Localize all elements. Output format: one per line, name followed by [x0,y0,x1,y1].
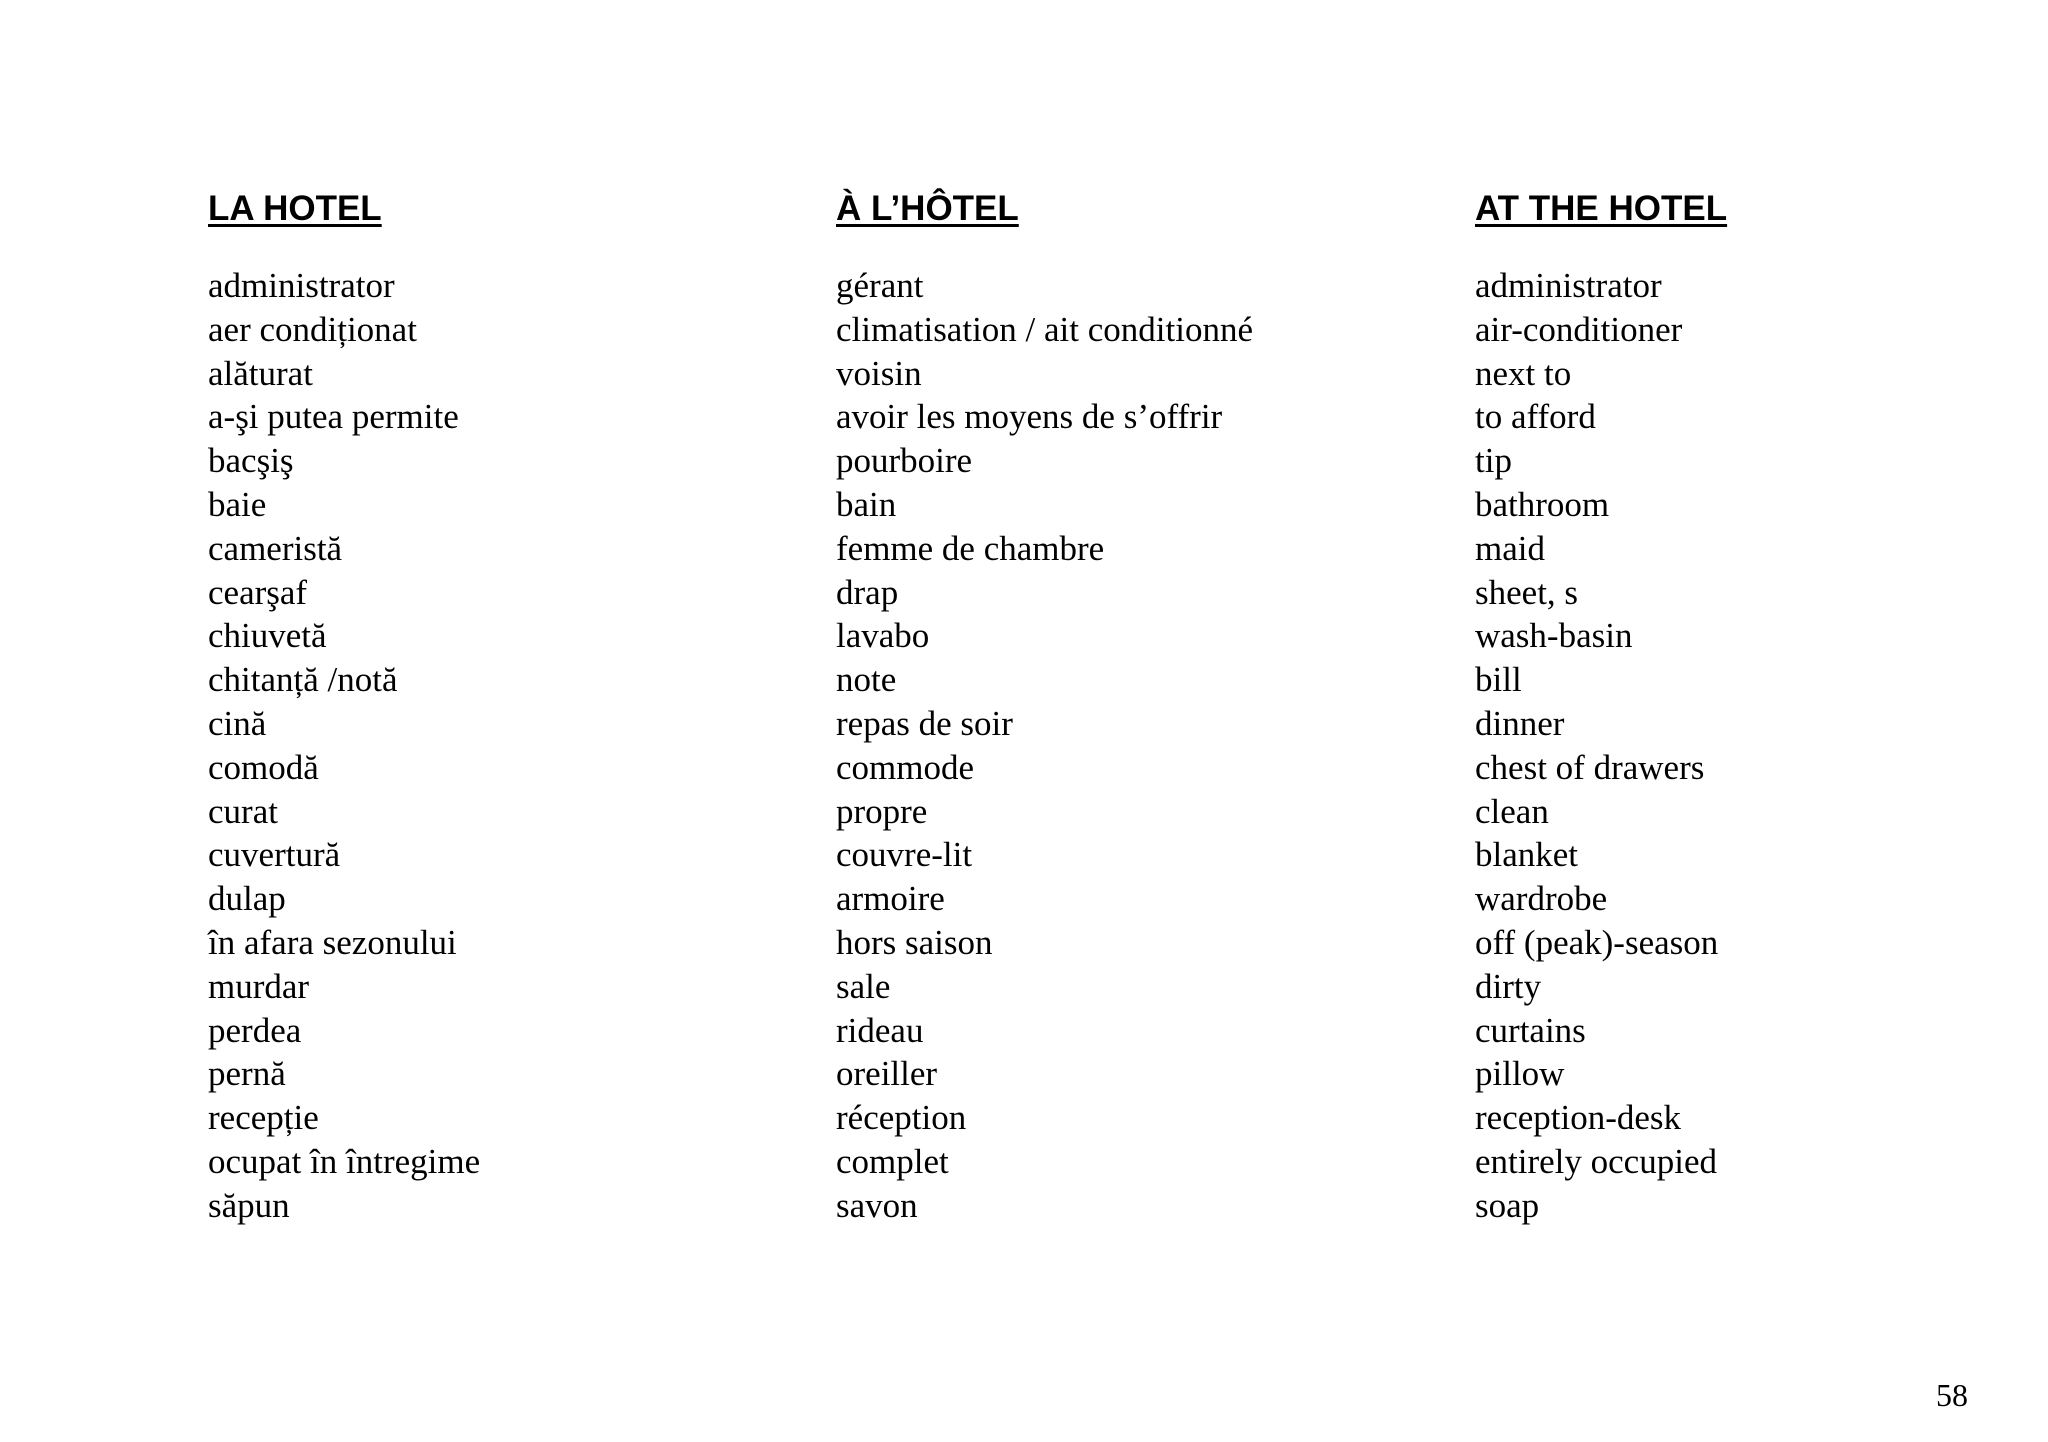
term-item: hors saison [836,922,993,962]
term-item: femme de chambre [836,528,1105,568]
term-item: săpun [208,1185,290,1225]
term-item: clean [1475,791,1549,831]
term-item: cuvertură [208,835,341,875]
term-item: alăturat [208,353,313,393]
term-list-english [1475,264,1995,1228]
term-item: sale [836,966,891,1006]
term-item: comodă [208,747,319,787]
term-item: curat [208,791,278,831]
term-item: pernă [208,1054,286,1094]
term-item: blanket [1475,835,1579,875]
term-item: chest of drawers [1475,747,1705,787]
term-item: savon [836,1185,918,1225]
term-item: réception [836,1098,967,1138]
term-item: pourboire [836,441,973,481]
term-item: sheet, s [1475,572,1579,612]
term-item: lavabo [836,616,930,656]
term-item: soap [1475,1185,1540,1225]
term-item: bill [1475,660,1522,700]
term-item: repas de soir [836,703,1013,743]
term-item: rideau [836,1010,924,1050]
term-item: wardrobe [1475,879,1608,919]
term-item: dinner [1475,703,1565,743]
term-item: în afara sezonului [208,922,457,962]
term-item: dulap [208,879,286,919]
term-item: avoir les moyens de s’offrir [836,397,1223,437]
term-item: propre [836,791,928,831]
term-list-romanian [208,264,808,1228]
term-item: gérant [836,266,924,305]
term-item: wash-basin [1475,616,1633,656]
term-item: recepție [208,1098,319,1138]
term-item: voisin [836,353,922,393]
term-item: aer condiționat [208,309,417,349]
term-item: administrator [1475,266,1662,305]
term-item: bacşiş [208,441,294,481]
term-item: cină [208,703,267,743]
term-item: armoire [836,879,945,919]
term-item: couvre-lit [836,835,973,875]
page-number: 58 [1936,1377,1968,1413]
term-item: cameristă [208,528,343,568]
term-item: chiuvetă [208,616,327,656]
term-item: commode [836,747,975,787]
term-item: baie [208,484,267,524]
term-item: note [836,660,897,700]
term-item: maid [1475,528,1545,568]
term-item: bain [836,484,897,524]
term-item: off (peak)-season [1475,922,1719,962]
term-item: murdar [208,966,310,1006]
term-item: to afford [1475,397,1596,437]
term-item: drap [836,572,899,612]
term-item: chitanță /notă [208,660,398,700]
term-item: next to [1475,353,1572,393]
column-romanian [208,184,808,1228]
column-header-english: AT THE HOTEL [1475,189,1728,228]
term-item: climatisation / ait conditionné [836,309,1253,349]
term-item: administrator [208,266,395,305]
term-item: pillow [1475,1054,1565,1094]
term-list-french [836,264,1456,1228]
term-item: a-şi putea permite [208,397,459,437]
column-english [1475,184,1995,1228]
column-header-romanian: LA HOTEL [208,189,382,228]
term-item: dirty [1475,966,1542,1006]
term-item: air-conditioner [1475,309,1683,349]
term-item: ocupat în întregime [208,1141,481,1181]
term-item: complet [836,1141,949,1181]
term-item: tip [1475,441,1512,481]
term-item: cearşaf [208,572,308,612]
term-item: perdea [208,1010,302,1050]
term-item: reception-desk [1475,1098,1682,1138]
term-item: bathroom [1475,484,1610,524]
column-french [836,184,1456,1228]
term-item: oreiller [836,1054,938,1094]
column-header-french: À L’HÔTEL [836,189,1019,228]
term-item: curtains [1475,1010,1586,1050]
term-item: entirely occupied [1475,1141,1717,1181]
